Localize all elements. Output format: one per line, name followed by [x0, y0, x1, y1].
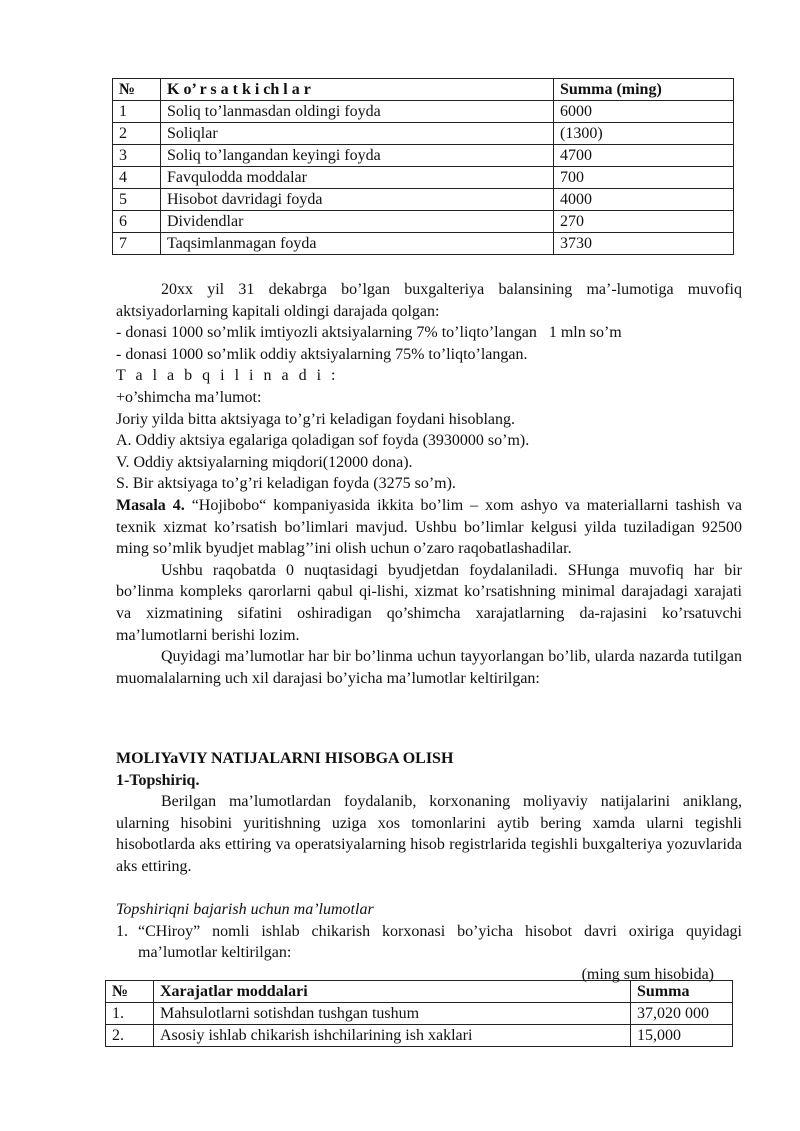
- row-number: 2: [113, 123, 161, 145]
- problem-text-block: [116, 279, 742, 689]
- row-number: 4: [113, 167, 161, 189]
- row-number: 6: [113, 211, 161, 233]
- problem-text: “Hojibobo“ kompaniyasida ikkita bo’lim – xom ashyo va materiallarni tashish va texnik xizmat ko’rsatish bo’limlari mavjud. Ushbu bo’limlar kelgusi yilda tuziladigan 92500 ming so’mlik byudjet mablag’’ini olish uchun o’zaro raqobatlashadilar.: [116, 496, 742, 558]
- section-block: [116, 748, 742, 986]
- text-line: +o’shimcha ma’lumot:: [116, 388, 262, 406]
- header-sum: Summa (ming): [554, 79, 734, 101]
- row-value: 3730: [554, 233, 734, 255]
- header-expense-items: Xarajatlar moddalari: [154, 981, 631, 1003]
- paragraph: 20xx yil 31 dekabrga bo’lgan buxgalteriya balansining ma’-lumotiga muvofiq aktsiyadorlarning kapitali oldingi darajada qolgan:: [116, 281, 742, 320]
- task-heading: 1-Topshiriq.: [116, 771, 200, 789]
- row-number: 2.: [106, 1025, 154, 1047]
- table-header-row: [113, 79, 734, 101]
- text-line: Joriy yilda bitta aktsiyaga to’g’ri keladigan foydani hisoblang.: [116, 410, 516, 428]
- unit-note: (ming sum hisobida): [581, 965, 714, 983]
- row-number: 5: [113, 189, 161, 211]
- row-value: 4000: [554, 189, 734, 211]
- table-row: [113, 145, 734, 167]
- table-row: [113, 123, 734, 145]
- row-value: 700: [554, 167, 734, 189]
- header-sum: Summa: [631, 981, 733, 1003]
- header-number: №: [113, 79, 161, 101]
- indicators-table: [112, 78, 734, 255]
- list-text: “CHiroy” nomli ishlab chikarish korxonasi bo’yicha hisobot davri oxiriga quyidagi ma’lumotlar keltirilgan:: [138, 922, 742, 962]
- text-line: - donasi 1000 so’mlik imtiyozli aktsiyalarning 7% to’liqto’langan 1 mln so’m: [116, 324, 622, 342]
- row-number: 1.: [106, 1003, 154, 1025]
- row-number: 1: [113, 101, 161, 123]
- row-number: 3: [113, 145, 161, 167]
- problem-label: Masala 4.: [116, 496, 185, 514]
- text-line: S. Bir aktsiyaga to’g’ri keladigan foyda (3275 so’m).: [116, 475, 456, 493]
- row-label: Favqulodda moddalar: [161, 167, 554, 189]
- list-item: [116, 921, 742, 964]
- header-indicators: K o’ r s a t k i ch l a r: [161, 79, 554, 101]
- row-label: Soliqlar: [161, 123, 554, 145]
- row-value: 4700: [554, 145, 734, 167]
- table-header-row: [106, 981, 733, 1003]
- table-row: [113, 211, 734, 233]
- row-label: Dividendlar: [161, 211, 554, 233]
- row-label: Soliq to’lanmasdan oldingi foyda: [161, 101, 554, 123]
- row-label: Mahsulotlarni sotishdan tushgan tushum: [154, 1003, 631, 1025]
- paragraph: Quyidagi ma’lumotlar har bir bo’linma uchun tayyorlangan bo’lib, ularda nazarda tutilgan muomalalarning uch xil darajasi bo’yicha ma’lumotlar keltirilgan:: [116, 648, 742, 687]
- text-line: - donasi 1000 so’mlik oddiy aktsiyalarning 75% to’liqto’langan.: [116, 345, 528, 363]
- text-line: A. Oddiy aktsiya egalariga qoladigan sof foyda (3930000 so’m).: [116, 432, 530, 450]
- row-value: 6000: [554, 101, 734, 123]
- row-value: (1300): [554, 123, 734, 145]
- table-row: [113, 167, 734, 189]
- header-number: №: [106, 981, 154, 1003]
- row-label: Asosiy ishlab chikarish ishchilarining ish xaklari: [154, 1025, 631, 1047]
- row-label: Soliq to’langandan keyingi foyda: [161, 145, 554, 167]
- paragraph: Ushbu raqobatda 0 nuqtasidagi byudjetdan foydalaniladi. SHunga muvofiq har bir bo’linma kompleks qarorlarni qabul qi-lishi, xizmat ko’rsatishning minimal darajadagi xarajati va xizmatining sifatini oshiradigan qo’shimcha xarajatlarning da-rajasini ko’rsatuvchi ma’lumotlarni berishi lozim.: [116, 561, 742, 644]
- section-heading: MOLIYaVIY NATIJALARNI HISOBGA OLISH: [116, 750, 454, 767]
- requirement-heading: T a l a b q i l i n a d i :: [116, 367, 339, 385]
- table-row: [106, 1003, 733, 1025]
- row-value: 270: [554, 211, 734, 233]
- paragraph: Berilgan ma’lumotlardan foydalanib, korxonaning moliyaviy natijalarini aniklang, ularning hisobini yuritishning uziga xos tomonlarini aytib bering xamda ularni tegishli hisobotlarda aks ettiring va operatsiyalarning hisob registrlarida tegishli buxgalteriya yozuvlarida aks ettiring.: [116, 793, 742, 875]
- table-row: [113, 233, 734, 255]
- row-value: 15,000: [631, 1025, 733, 1047]
- row-label: Hisobot davridagi foyda: [161, 189, 554, 211]
- list-number: 1.: [116, 922, 128, 940]
- row-number: 7: [113, 233, 161, 255]
- paragraph: [116, 495, 742, 560]
- row-value: 37,020 000: [631, 1003, 733, 1025]
- text-line: V. Oddiy aktsiyalarning miqdori(12000 dona).: [116, 453, 413, 471]
- table-row: [113, 101, 734, 123]
- italic-heading: Topshiriqni bajarish uchun ma’lumotlar: [116, 901, 374, 919]
- spacer: [116, 878, 742, 900]
- table-row: [106, 1025, 733, 1047]
- row-label: Taqsimlanmagan foyda: [161, 233, 554, 255]
- expenses-table: [105, 980, 733, 1047]
- table-row: [113, 189, 734, 211]
